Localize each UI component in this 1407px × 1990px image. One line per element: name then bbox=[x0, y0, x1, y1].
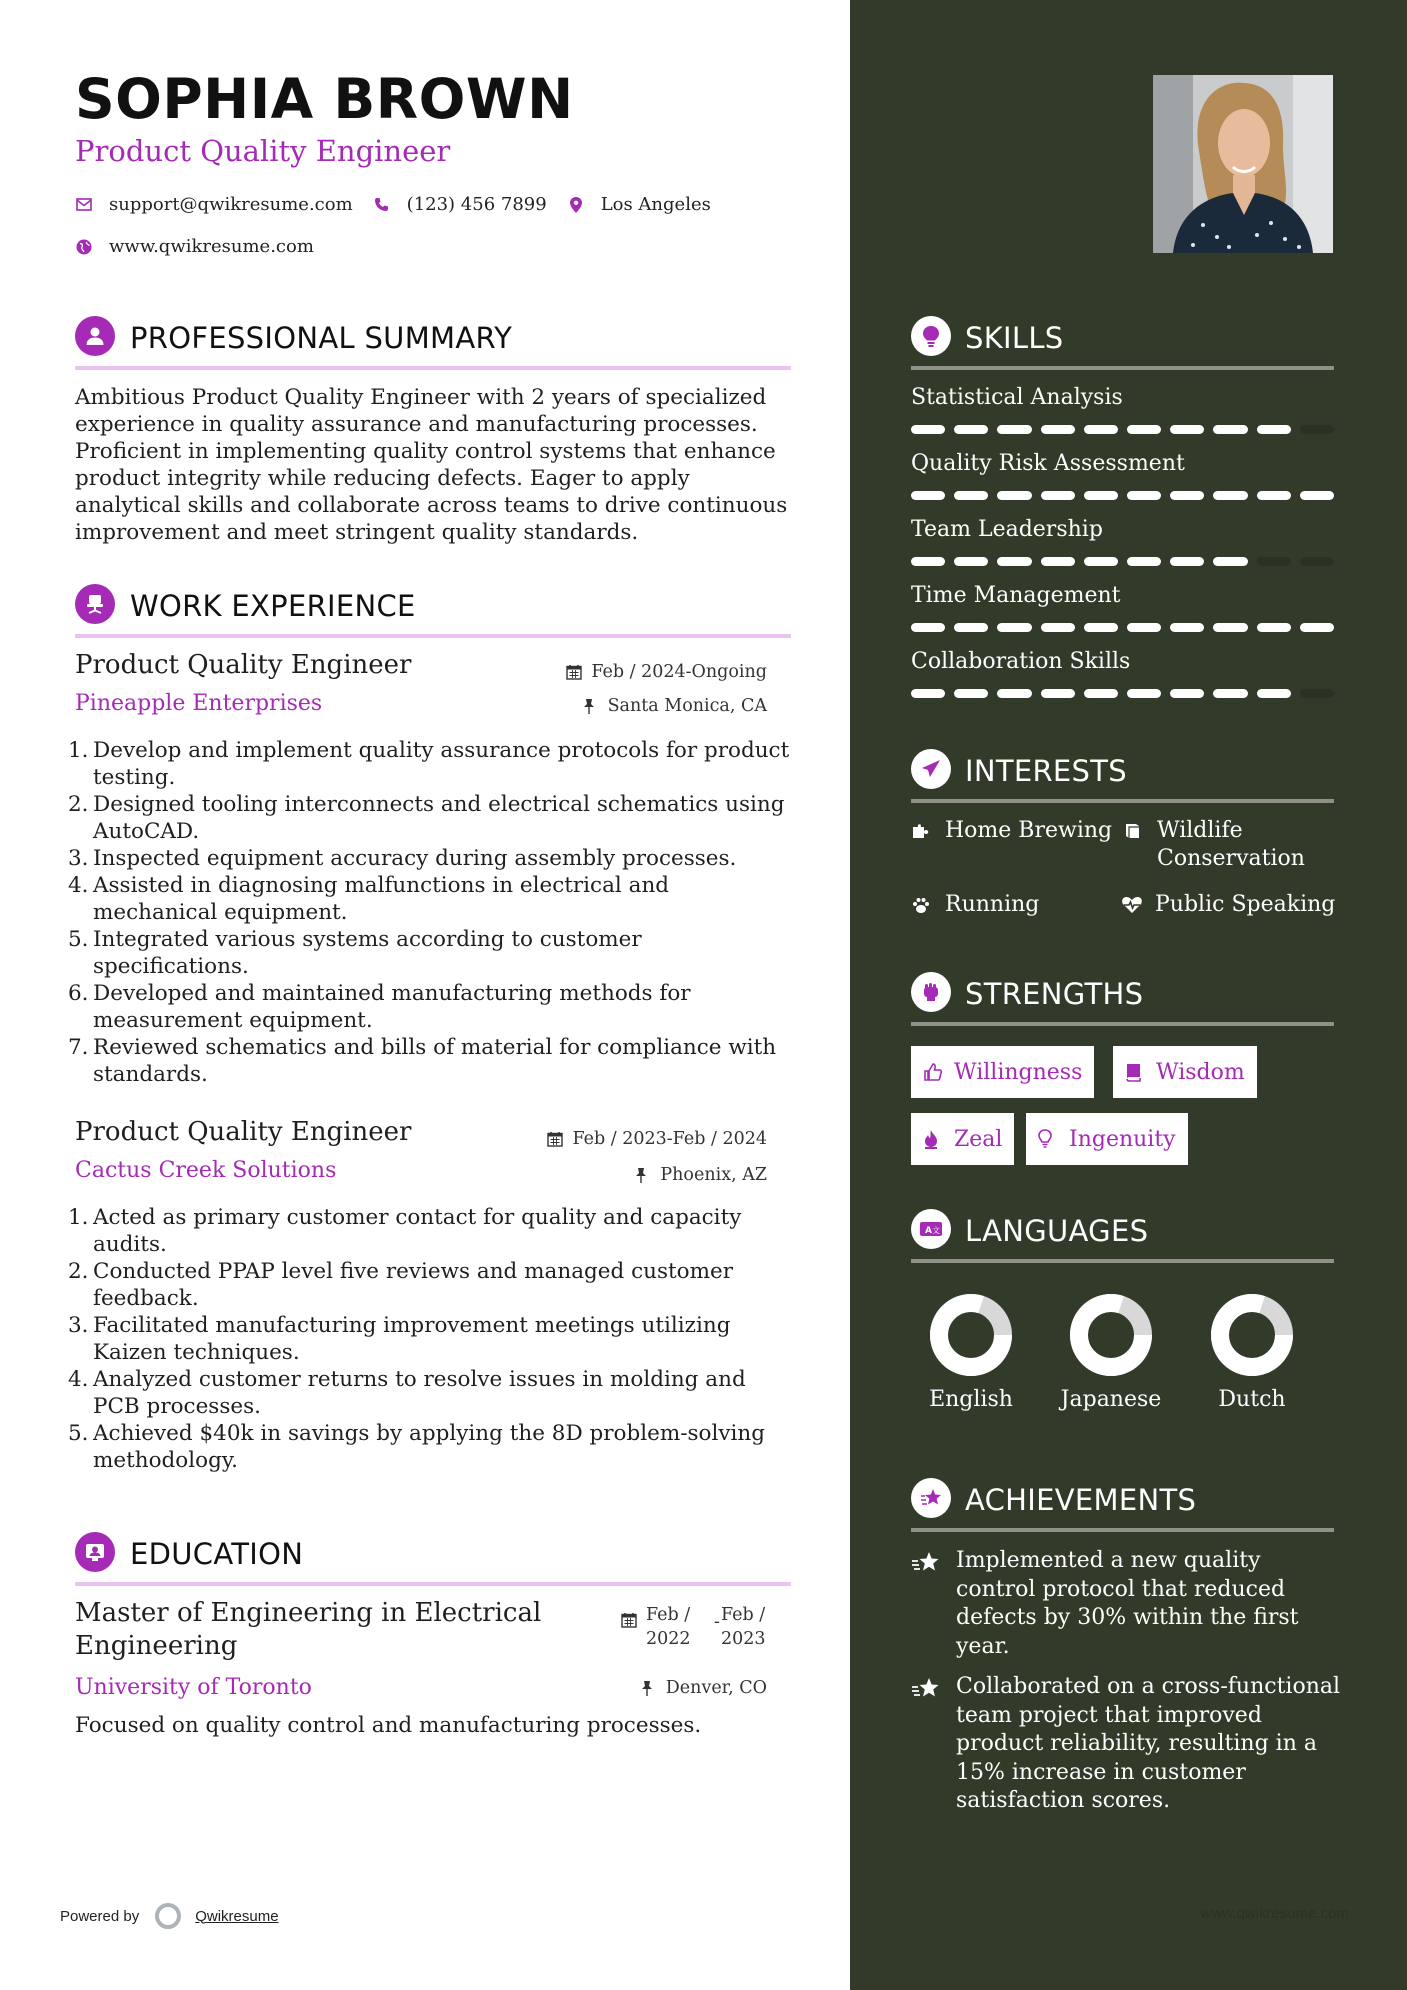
skill-segment bbox=[911, 425, 945, 434]
language-item bbox=[906, 1293, 1036, 1412]
skill-segment bbox=[1041, 491, 1075, 500]
job-1-title: Product Quality Engineer bbox=[75, 650, 412, 680]
paw-icon bbox=[911, 891, 933, 919]
achievement-item: Collaborated on a cross-functional team project that improved product reliability, resulting in a 15% increase in customer satisfaction scores. bbox=[911, 1673, 1341, 1816]
skill-segment bbox=[1170, 491, 1204, 500]
degree-title bbox=[75, 1597, 635, 1663]
skill-segment bbox=[1127, 425, 1161, 434]
degree-line-1: Master of Engineering in Electrical bbox=[75, 1598, 542, 1628]
contact-location bbox=[567, 194, 711, 215]
skill-segment bbox=[954, 623, 988, 632]
job-1-location-text: Santa Monica, CA bbox=[607, 696, 767, 716]
skill-segment bbox=[1084, 557, 1118, 566]
skill-segment bbox=[997, 425, 1031, 434]
achievements-heading bbox=[911, 1478, 1334, 1532]
skill-segment bbox=[1084, 491, 1118, 500]
skill-segment bbox=[1127, 689, 1161, 698]
skill-segment bbox=[1300, 425, 1334, 434]
footer-watermark: www.qwikresume.com bbox=[1200, 1905, 1349, 1922]
pushpin-icon bbox=[641, 1680, 657, 1696]
education-end-date: Feb / 2023 bbox=[721, 1605, 766, 1649]
website-text: www.qwikresume.com bbox=[109, 236, 314, 257]
language-item bbox=[1046, 1293, 1176, 1412]
job-1-location bbox=[583, 696, 767, 716]
phone-text: (123) 456 7899 bbox=[406, 194, 547, 215]
education-start-date: Feb / 2022 bbox=[646, 1605, 691, 1649]
calendar-icon bbox=[566, 664, 582, 680]
skill-segment bbox=[1084, 623, 1118, 632]
language-name: English bbox=[929, 1387, 1013, 1412]
job-2-dates-text: Feb / 2023-Feb / 2024 bbox=[572, 1129, 767, 1149]
svg-text:A: A bbox=[925, 1226, 932, 1236]
skill-segment bbox=[1213, 623, 1247, 632]
list-item: 7. Reviewed schematics and bills of material for compliance with standards. bbox=[68, 1035, 777, 1087]
skills-heading bbox=[911, 316, 1334, 370]
strength-tag: Zeal bbox=[911, 1113, 1014, 1165]
skill-segment bbox=[1127, 491, 1161, 500]
skill-segment bbox=[954, 425, 988, 434]
book-icon bbox=[1125, 1062, 1145, 1082]
thumbs-up-icon bbox=[923, 1062, 943, 1082]
user-icon bbox=[75, 316, 115, 356]
language-ring bbox=[1210, 1293, 1294, 1377]
skill-segment bbox=[1213, 425, 1247, 434]
candidate-name: SOPHIA BROWN bbox=[75, 67, 574, 131]
pushpin-icon bbox=[635, 1167, 651, 1183]
interests-title: INTERESTS bbox=[965, 754, 1127, 788]
list-item: 4. Assisted in diagnosing malfunctions in electrical and mechanical equipment. bbox=[68, 873, 670, 925]
list-item: 4. Analyzed customer returns to resolve issues in molding and PCB processes. bbox=[68, 1367, 746, 1419]
svg-text:文: 文 bbox=[932, 1226, 940, 1235]
experience-title: WORK EXPERIENCE bbox=[130, 589, 416, 623]
lightbulb-icon bbox=[1038, 1129, 1058, 1149]
list-item: 2. Conducted PPAP level five reviews and managed customer feedback. bbox=[68, 1259, 733, 1311]
interest-item: Running bbox=[911, 891, 1039, 919]
skill-bar bbox=[911, 491, 1334, 500]
book-icon bbox=[1123, 817, 1145, 845]
job-2-duties bbox=[68, 1204, 798, 1474]
flame-icon bbox=[923, 1129, 943, 1149]
skill-name: Statistical Analysis bbox=[911, 385, 1123, 410]
star-icon bbox=[911, 1478, 951, 1518]
skill-segment bbox=[1257, 557, 1291, 566]
skill-segment bbox=[1170, 689, 1204, 698]
education-title: EDUCATION bbox=[130, 1537, 304, 1571]
skill-segment bbox=[997, 557, 1031, 566]
qwikresume-logo-icon bbox=[155, 1903, 181, 1929]
skill-segment bbox=[1041, 557, 1075, 566]
language-name: Japanese bbox=[1060, 1387, 1162, 1412]
qwikresume-link[interactable]: Qwikresume bbox=[195, 1907, 279, 1925]
strength-tag: Willingness bbox=[911, 1046, 1094, 1098]
degree-line-2: Engineering bbox=[75, 1631, 238, 1661]
summary-heading bbox=[75, 316, 791, 370]
map-pin-icon bbox=[567, 196, 585, 214]
skill-segment bbox=[1257, 425, 1291, 434]
job-2-location-text: Phoenix, AZ bbox=[660, 1165, 767, 1185]
profile-photo bbox=[1153, 75, 1333, 253]
languages-heading bbox=[911, 1209, 1334, 1263]
job-1-dates-text: Feb / 2024-Ongoing bbox=[591, 662, 767, 682]
skills-title: SKILLS bbox=[965, 321, 1064, 355]
language-ring bbox=[1069, 1293, 1153, 1377]
job-2-dates bbox=[547, 1129, 767, 1149]
list-item: 2. Designed tooling interconnects and electrical schematics using AutoCAD. bbox=[68, 792, 785, 844]
skill-segment bbox=[1257, 689, 1291, 698]
interests-heading bbox=[911, 749, 1334, 803]
education-heading bbox=[75, 1532, 791, 1586]
skill-segment bbox=[1257, 491, 1291, 500]
education-date-sep: - bbox=[714, 1612, 720, 1632]
skill-segment bbox=[1041, 623, 1075, 632]
job-2-location bbox=[635, 1165, 767, 1185]
strength-tag: Ingenuity bbox=[1026, 1113, 1188, 1165]
skill-segment bbox=[911, 557, 945, 566]
skill-name: Quality Risk Assessment bbox=[911, 451, 1185, 476]
languages-title: LANGUAGES bbox=[965, 1214, 1149, 1248]
summary-text: Ambitious Product Quality Engineer with 2 years of specialized experience in quality assurance and manufacturing processes. Proficient in implementing quality control systems that enhance product integrity while reducing defects. Eager to apply analytical skills and collaborate across teams to drive continuous improvement and meet stringent quality standards. bbox=[75, 385, 788, 545]
school-name: University of Toronto bbox=[75, 1675, 312, 1700]
skill-segment bbox=[1041, 689, 1075, 698]
skill-segment bbox=[997, 689, 1031, 698]
calendar-icon bbox=[547, 1131, 563, 1147]
location-text: Los Angeles bbox=[600, 194, 711, 215]
skill-segment bbox=[954, 491, 988, 500]
skill-bar bbox=[911, 425, 1334, 434]
skill-segment bbox=[997, 491, 1031, 500]
skill-name: Time Management bbox=[911, 583, 1121, 608]
job-2-company: Cactus Creek Solutions bbox=[75, 1158, 337, 1183]
paper-plane-icon bbox=[911, 749, 951, 789]
contact-website[interactable] bbox=[75, 236, 314, 257]
skill-segment bbox=[1170, 623, 1204, 632]
education-description: Focused on quality control and manufacturing processes. bbox=[75, 1713, 702, 1738]
skill-bar bbox=[911, 623, 1334, 632]
contact-email[interactable] bbox=[75, 194, 353, 215]
powered-by: Powered by Qwikresume bbox=[60, 1903, 279, 1929]
skill-segment bbox=[1213, 689, 1247, 698]
email-text: support@qwikresume.com bbox=[109, 194, 353, 215]
skill-name: Collaboration Skills bbox=[911, 649, 1131, 674]
skill-segment bbox=[1084, 425, 1118, 434]
skill-segment bbox=[1170, 557, 1204, 566]
skill-segment bbox=[1127, 557, 1161, 566]
lightbulb-icon bbox=[911, 316, 951, 356]
skill-segment bbox=[954, 689, 988, 698]
skill-segment bbox=[1213, 491, 1247, 500]
envelope-icon bbox=[75, 196, 93, 214]
language-name: Dutch bbox=[1218, 1387, 1286, 1412]
list-item: 3. Facilitated manufacturing improvement meetings utilizing Kaizen techniques. bbox=[68, 1313, 731, 1365]
translate-icon bbox=[911, 1209, 951, 1249]
strengths-heading bbox=[911, 972, 1334, 1026]
skill-segment bbox=[1300, 689, 1334, 698]
skill-segment bbox=[1300, 557, 1334, 566]
skill-bar bbox=[911, 557, 1334, 566]
office-chair-icon bbox=[75, 584, 115, 624]
skill-segment bbox=[911, 491, 945, 500]
job-1-dates bbox=[566, 662, 767, 682]
graduate-icon bbox=[75, 1532, 115, 1572]
candidate-role: Product Quality Engineer bbox=[75, 134, 451, 168]
skill-segment bbox=[1041, 425, 1075, 434]
star-icon bbox=[911, 1677, 941, 1701]
skill-name: Team Leadership bbox=[911, 517, 1103, 542]
achievement-item: Implemented a new quality control protocol that reduced defects by 30% within the first year. bbox=[911, 1547, 1341, 1661]
summary-title: PROFESSIONAL SUMMARY bbox=[130, 321, 513, 355]
list-item: 3. Inspected equipment accuracy during assembly processes. bbox=[68, 846, 737, 871]
list-item: 1. Acted as primary customer contact for quality and capacity audits. bbox=[68, 1205, 742, 1257]
contact-phone[interactable] bbox=[373, 194, 547, 215]
heartbeat-icon bbox=[1121, 891, 1143, 919]
skill-segment bbox=[1127, 623, 1161, 632]
interest-item: Wildlife Conservation bbox=[1123, 817, 1305, 873]
phone-icon bbox=[373, 196, 391, 214]
puzzle-icon bbox=[911, 817, 933, 845]
globe-icon bbox=[75, 238, 93, 256]
education-dates bbox=[621, 1612, 646, 1628]
skill-segment bbox=[1257, 623, 1291, 632]
star-icon bbox=[911, 1551, 941, 1575]
calendar-icon bbox=[621, 1612, 637, 1628]
skill-bar bbox=[911, 689, 1334, 698]
fist-icon bbox=[911, 972, 951, 1012]
achievements-title: ACHIEVEMENTS bbox=[965, 1483, 1197, 1517]
skill-segment bbox=[1300, 623, 1334, 632]
strength-tag: Wisdom bbox=[1113, 1046, 1257, 1098]
skill-segment bbox=[1170, 425, 1204, 434]
pushpin-icon bbox=[583, 698, 599, 714]
strengths-title: STRENGTHS bbox=[965, 977, 1144, 1011]
skill-segment bbox=[911, 623, 945, 632]
skill-segment bbox=[1213, 557, 1247, 566]
list-item: 1. Develop and implement quality assurance protocols for product testing. bbox=[68, 738, 790, 790]
list-item: 6. Developed and maintained manufacturing methods for measurement equipment. bbox=[68, 981, 691, 1033]
experience-heading bbox=[75, 584, 791, 638]
job-1-company: Pineapple Enterprises bbox=[75, 691, 323, 716]
education-location: Denver, CO bbox=[641, 1678, 767, 1698]
job-1-duties bbox=[68, 737, 798, 1088]
skill-segment bbox=[1300, 491, 1334, 500]
interest-item: Home Brewing bbox=[911, 817, 1112, 845]
language-item bbox=[1187, 1293, 1317, 1412]
job-2-title: Product Quality Engineer bbox=[75, 1117, 412, 1147]
contact-row bbox=[75, 194, 731, 215]
skill-segment bbox=[1084, 689, 1118, 698]
list-item: 5. Achieved $40k in savings by applying the 8D problem-solving methodology. bbox=[68, 1421, 766, 1473]
interest-item: Public Speaking bbox=[1121, 891, 1335, 919]
list-item: 5. Integrated various systems according to customer specifications. bbox=[68, 927, 642, 979]
language-ring bbox=[929, 1293, 1013, 1377]
skill-segment bbox=[997, 623, 1031, 632]
skill-segment bbox=[954, 557, 988, 566]
skill-segment bbox=[911, 689, 945, 698]
